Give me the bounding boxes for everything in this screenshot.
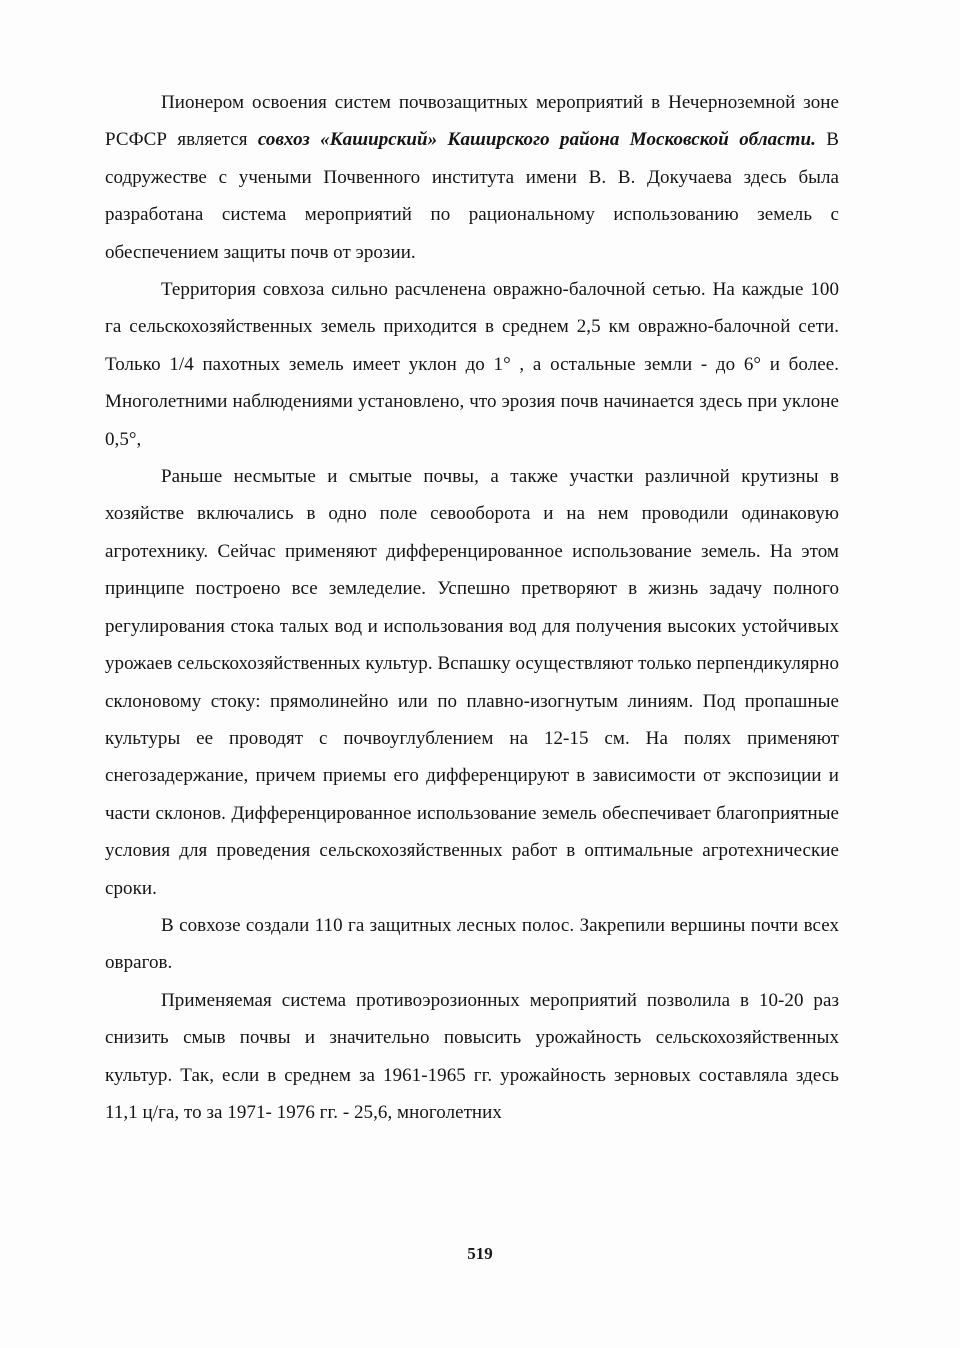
paragraph-4: В совхозе создали 110 га защитных лесных полос. Закрепили вершины почти всех оврагов. — [105, 914, 839, 974]
paragraph-1-rest: В содружестве с учеными Почвенного института имени В. В. Докучаева здесь была разработана система мероприятий по рациональному использованию земель с обеспечением защиты почв от эрозии. — [105, 129, 840, 263]
body-text — [105, 84, 839, 1131]
paragraph-1-lead: Пионером освоения систем почвозащитных мероприятий в Нечерноземной зоне РСФСР является — [105, 92, 839, 151]
page-number: 519 — [467, 1244, 493, 1263]
paragraph-1-emphasis: совхоз «Каширский» Каширского района Московской области. — [257, 129, 816, 151]
paragraph-3: Раньше несмытые и смытые почвы, а также участки различной крутизны в хозяйстве включались в одно поле севооборота и на нем проводили одинаковую агротехнику. Сейчас применяют дифференцированное использование земель. На этом принципе построено все земледелие. Успешно претворяют в жизнь задачу полного регулирования стока талых вод и использования вод для получения высоких устойчивых урожаев сельскохозяйственных культур. Вспашку осуществляют только перпендикулярно склоновому стоку: прямолинейно или по плавно-изогнутым линиям. Под пропашные культуры ее проводят с почвоуглублением на 12-15 см. На полях применяют снегозадержание, причем приемы его дифференцируют в зависимости от экспозиции и части склонов. Дифференцированное использование земель обеспечивает благоприятные условия для проведения сельскохозяйственных работ в оптимальные агротехнические сроки. — [105, 466, 839, 899]
paragraph-2: Территория совхоза сильно расчленена овражно-балочной сетью. На каждые 100 га сельскохозяйственных земель приходится в среднем 2,5 км овражно-балочной сети. Только 1/4 пахотных земель имеет уклон до 1° , а остальные земли - до 6° и более. Многолетними наблюдениями установлено, что эрозия почв начинается здесь при уклоне 0,5°, — [105, 279, 839, 450]
paragraph-1 — [105, 84, 839, 271]
paragraph-5: Применяемая система противоэрозионных мероприятий позволила в 10-20 раз снизить смыв почвы и значительно повысить урожайность сельскохозяйственных культур. Так, если в среднем за 1961-1965 гг. урожайность зерновых составляла здесь 11,1 ц/га, то за 1971- 1976 гг. - 25,6, многолетних — [105, 989, 839, 1123]
